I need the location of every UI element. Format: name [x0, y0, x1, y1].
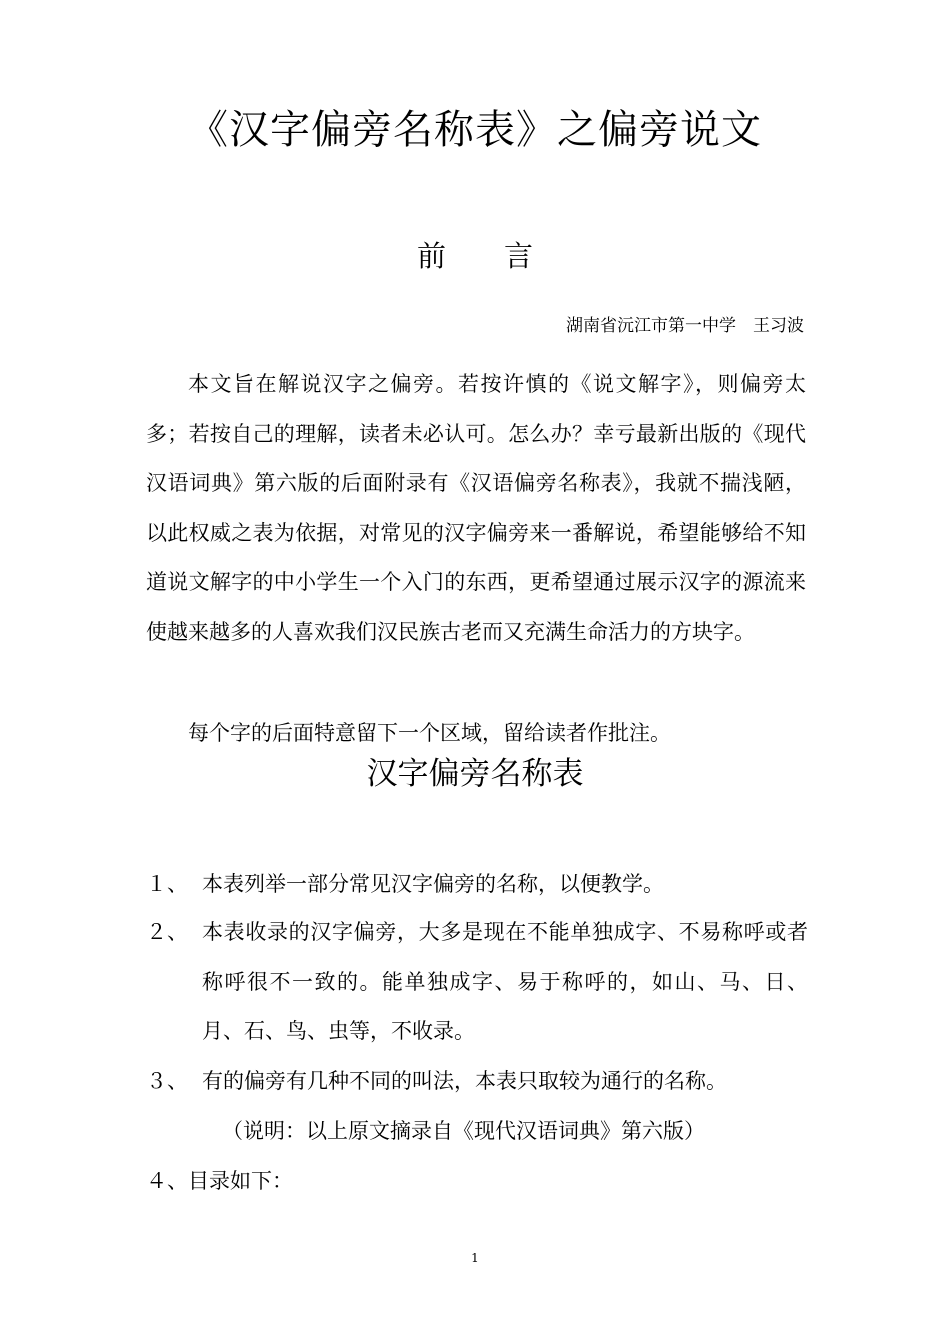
rule-text: 有的偏旁有几种不同的叫法，本表只取较为通行的名称。	[202, 1069, 727, 1093]
rule-text: 本表收录的汉字偏旁，大多是现在不能单独成字、不易称呼或者称呼很不一致的。能单独成字、易于称呼的，如山、马、日、月、石、鸟、虫等，不收录。	[202, 920, 808, 1043]
preface-heading-char-1: 前	[416, 239, 446, 273]
author-line: 湖南省沅江市第一中学 王习波	[566, 316, 804, 336]
rule-item-1	[146, 860, 808, 910]
rule-item-2	[146, 908, 808, 1057]
rule-number: ３、	[146, 1069, 188, 1093]
source-note: （说明：以上原文摘录自《现代汉语词典》第六版）	[222, 1119, 705, 1143]
rule-item-3	[146, 1057, 808, 1107]
rule-number: １、	[146, 872, 188, 896]
contents-line: ４、目录如下：	[146, 1169, 293, 1193]
rule-number: ２、	[146, 920, 188, 944]
page-number: 1	[471, 1251, 479, 1265]
preface-heading	[0, 236, 950, 276]
document-title: 《汉字偏旁名称表》之偏旁说文	[188, 107, 762, 153]
section-title: 汉字偏旁名称表	[366, 756, 584, 792]
rule-text: 本表列举一部分常见汉字偏旁的名称，以便教学。	[202, 872, 664, 896]
preface-heading-char-2: 言	[504, 239, 534, 273]
preface-paragraph-1: 本文旨在解说汉字之偏旁。若按许慎的《说文解字》，则偏旁太多；若按自己的理解，读者未必认可。怎么办？幸亏最新出版的《现代汉语词典》第六版的后面附录有《汉语偏旁名称表》，我就不揣浅陋，以此权威之表为依据，对常见的汉字偏旁来一番解说，希望能够给不知道说文解字的中小学生一个入门的东西，更希望通过展示汉字的源流来使越来越多的人喜欢我们汉民族古老而又充满生命活力的方块字。	[146, 372, 806, 644]
preface-paragraph-2: 每个字的后面特意留下一个区域，留给读者作批注。	[188, 721, 671, 745]
